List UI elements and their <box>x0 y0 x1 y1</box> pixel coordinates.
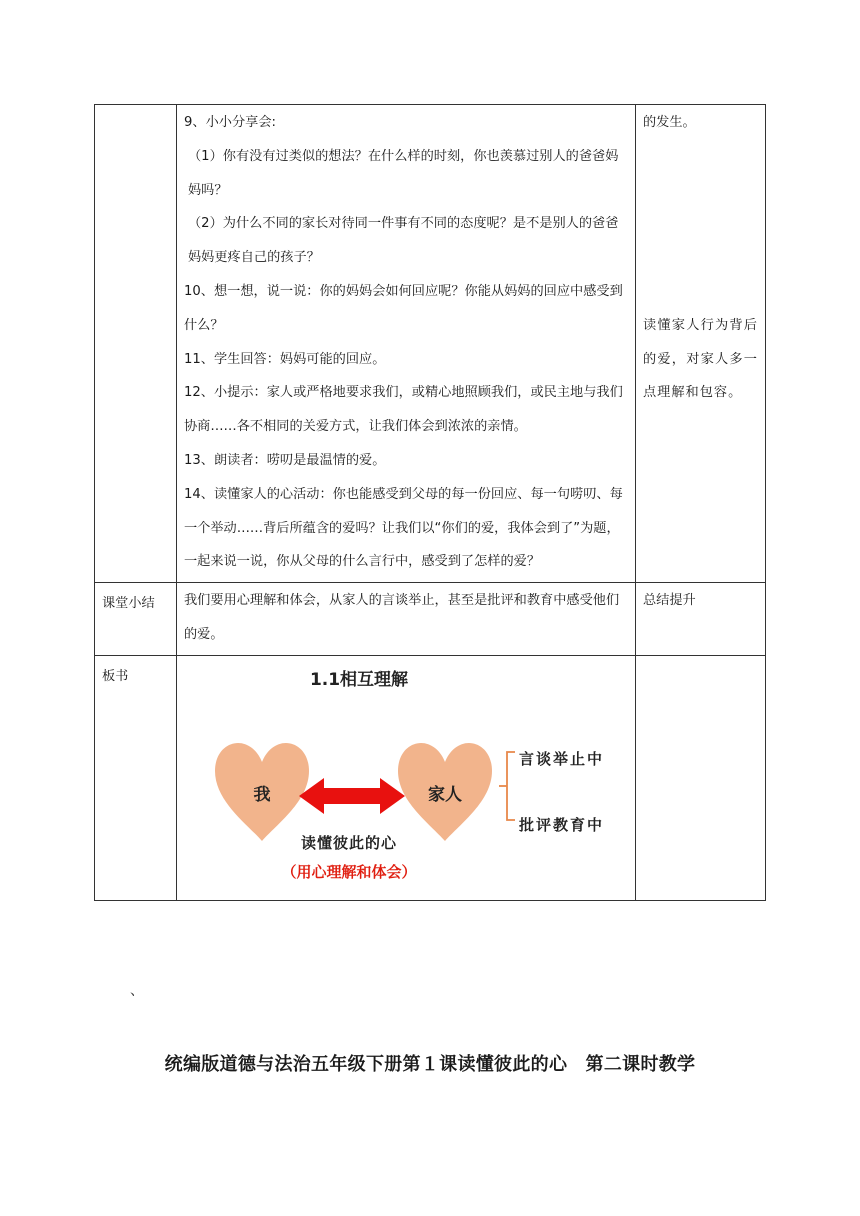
trailing-mark: 、 <box>130 983 144 999</box>
board-caption-red: （用心理解和体会） <box>281 862 417 881</box>
board-diagram <box>177 656 636 900</box>
activity-line: （1）你有没有过类似的想法？在什么样的时刻，你也羡慕过别人的爸爸妈妈吗？ <box>188 148 619 198</box>
summary-content: 我们要用心理解和体会，从家人的言谈举止，甚至是批评和教育中感受他们的爱。 <box>177 583 636 656</box>
board-empty-cell <box>636 655 766 900</box>
branch-top-label: 言谈举止中 <box>519 749 605 768</box>
activity-line: 9、小小分享会: <box>184 115 276 130</box>
board-row <box>95 655 766 900</box>
heart-family-label: 家人 <box>428 784 462 805</box>
activity-line: 10、想一想，说一说：你的妈妈会如何回应呢？你能从妈妈的回应中感受到什么？ <box>184 283 623 333</box>
next-lesson-title: 统编版道德与法治五年级下册第１课读懂彼此的心 第二课时教学 <box>164 1054 696 1075</box>
empty-label-cell <box>95 105 177 583</box>
design-intent-bottom: 读懂家人行为背后的爱，对家人多一点理解和包容。 <box>643 317 758 401</box>
cell-spacer <box>643 140 758 309</box>
design-intent-top: 的发生。 <box>643 115 696 130</box>
double-arrow-icon <box>299 778 405 814</box>
activity-row <box>95 105 766 583</box>
summary-intent: 总结提升 <box>636 583 766 656</box>
summary-label: 课堂小结 <box>95 583 177 656</box>
branch-bottom-label: 批评教育中 <box>519 815 605 834</box>
board-label: 板书 <box>95 655 177 900</box>
board-caption: 读懂彼此的心 <box>300 833 398 852</box>
activity-line: 14、读懂家人的心活动：你也能感受到父母的每一份回应、每一句唠叨、每一个举动……背后所蕴含的爱吗？让我们以“你们的爱，我体会到了”为题，一起来说一说，你从父母的什么言行中，感受到了怎样的爱？ <box>184 486 623 570</box>
activity-line: 13、朗读者：唠叨是最温情的爱。 <box>184 452 386 468</box>
summary-row <box>95 583 766 656</box>
activity-line: 12、小提示：家人或严格地要求我们，或精心地照顾我们，或民主地与我们协商……各不相同的关爱方式，让我们体会到浓浓的亲情。 <box>184 385 623 435</box>
lesson-table <box>94 104 766 901</box>
activity-line: （2）为什么不同的家长对待同一件事有不同的态度呢？是不是别人的爸爸妈妈更疼自己的孩子？ <box>188 216 619 266</box>
board-title: 1.1相互理解 <box>309 669 409 690</box>
branch-bracket-icon <box>507 752 515 820</box>
activity-content-cell <box>177 105 636 583</box>
design-intent-cell <box>636 105 766 583</box>
activity-line: 11、学生回答：妈妈可能的回应。 <box>184 351 386 367</box>
heart-me-label: 我 <box>253 784 271 805</box>
board-diagram-cell <box>177 655 636 900</box>
